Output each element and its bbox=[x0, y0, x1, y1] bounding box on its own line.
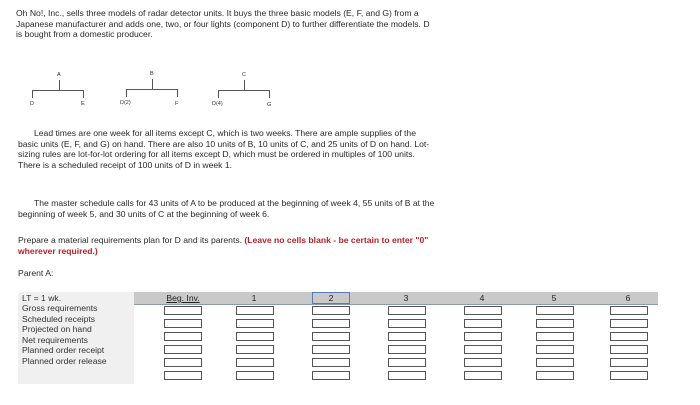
week-input[interactable] bbox=[388, 306, 426, 315]
week-input[interactable] bbox=[236, 319, 274, 328]
tree-leg bbox=[126, 89, 127, 97]
tree-leg bbox=[177, 89, 178, 97]
week-header: 2 bbox=[312, 292, 350, 304]
week-input[interactable] bbox=[610, 371, 648, 380]
row-label: Projected on hand bbox=[22, 324, 92, 334]
beg-inv-input[interactable] bbox=[164, 306, 202, 315]
week-input[interactable] bbox=[536, 306, 574, 315]
row-label: Scheduled receipts bbox=[22, 313, 96, 324]
week-header: 3 bbox=[403, 293, 409, 303]
instructions-text: Prepare a material requirements plan for D and its parents. bbox=[18, 235, 245, 245]
week-input[interactable] bbox=[464, 358, 502, 367]
tree-leg bbox=[218, 90, 219, 98]
instructions-paragraph bbox=[18, 235, 438, 256]
week-input[interactable] bbox=[236, 332, 274, 341]
week-input[interactable] bbox=[388, 332, 426, 341]
tree-leg bbox=[83, 90, 84, 98]
row-label: Net requirements bbox=[22, 334, 88, 345]
week-input[interactable] bbox=[536, 358, 574, 367]
product-structure-tree bbox=[28, 68, 288, 114]
week-input[interactable] bbox=[536, 332, 574, 341]
tree-node-d4: D(4) bbox=[212, 101, 223, 107]
week-input[interactable] bbox=[312, 371, 350, 380]
week-input[interactable] bbox=[388, 345, 426, 354]
week-input[interactable] bbox=[388, 371, 426, 380]
row-label: Planned order release bbox=[22, 355, 107, 366]
master-schedule-paragraph: The master schedule calls for 43 units of A to be produced at the beginning of week 4, 55 units of B at the beginning of week 5, and 30 units of C at the beginning of week 6. bbox=[18, 198, 435, 219]
week-input[interactable] bbox=[464, 306, 502, 315]
week-header: 5 bbox=[551, 293, 557, 303]
tree-node-c: C bbox=[242, 72, 246, 78]
tree-node-d2: D(2) bbox=[120, 100, 131, 106]
tree-stem bbox=[152, 79, 153, 89]
beg-inv-input[interactable] bbox=[164, 345, 202, 354]
week-input[interactable] bbox=[536, 371, 574, 380]
row-label: Planned order receipt bbox=[22, 345, 105, 355]
week-input[interactable] bbox=[464, 371, 502, 380]
week-input[interactable] bbox=[464, 345, 502, 354]
problem-intro: Oh No!, Inc., sells three models of radar detector units. It buys the three basic models (E, F, and G) from a Japanese manufacturer and adds one, two, or four lights (component D) to further differentiate the models. D is bought from a domestic producer. bbox=[16, 8, 430, 40]
tree-node-f: F bbox=[175, 101, 179, 107]
week-input[interactable] bbox=[464, 319, 502, 328]
lead-time-label: LT = 1 wk. bbox=[22, 293, 62, 303]
week-input[interactable] bbox=[312, 332, 350, 341]
week-input[interactable] bbox=[312, 306, 350, 315]
tree-bar bbox=[32, 90, 84, 91]
mrp-table-parent-a bbox=[18, 292, 658, 384]
week-input[interactable] bbox=[610, 345, 648, 354]
week-header: 6 bbox=[625, 293, 631, 303]
tree-leg bbox=[269, 90, 270, 98]
instructions-warning: (Leave no cells blank - be certain to enter "0" wherever required.) bbox=[18, 235, 429, 256]
tree-stem bbox=[59, 80, 60, 90]
week-input[interactable] bbox=[236, 306, 274, 315]
week-input[interactable] bbox=[610, 319, 648, 328]
week-input[interactable] bbox=[536, 319, 574, 328]
week-input[interactable] bbox=[312, 358, 350, 367]
week-input[interactable] bbox=[388, 319, 426, 328]
beg-inv-input[interactable] bbox=[164, 371, 202, 380]
week-input[interactable] bbox=[236, 371, 274, 380]
week-input[interactable] bbox=[236, 358, 274, 367]
week-input[interactable] bbox=[610, 332, 648, 341]
tree-node-d: D bbox=[30, 101, 34, 107]
beg-inv-input[interactable] bbox=[164, 358, 202, 367]
tree-node-e: E bbox=[81, 101, 85, 107]
tree-bar bbox=[218, 90, 270, 91]
beg-inv-input[interactable] bbox=[164, 332, 202, 341]
week-input[interactable] bbox=[236, 345, 274, 354]
week-input[interactable] bbox=[536, 345, 574, 354]
tree-node-g: G bbox=[267, 102, 272, 108]
tree-stem bbox=[244, 80, 245, 90]
week-input[interactable] bbox=[312, 319, 350, 328]
week-input[interactable] bbox=[464, 332, 502, 341]
week-header: 4 bbox=[479, 293, 485, 303]
lead-time-paragraph: Lead times are one week for all items except C, which is two weeks. There are ample supplies of the basic units (E, F, and G) on hand. There are also 10 units of B, 10 units of C, and 25 units of D on hand. Lot-sizing rules are lot-for-lot ordering for all items except D, which must be ordered in multiples of 100 units. There is a scheduled receipt of 100 units of D in week 1. bbox=[18, 128, 430, 170]
tree-leg bbox=[32, 90, 33, 98]
week-input[interactable] bbox=[388, 358, 426, 367]
row-label: Gross requirements bbox=[22, 303, 98, 313]
beg-inv-input[interactable] bbox=[164, 319, 202, 328]
week-input[interactable] bbox=[610, 358, 648, 367]
beg-inv-header: Beg. Inv. bbox=[166, 293, 200, 303]
week-header: 1 bbox=[251, 293, 257, 303]
week-input[interactable] bbox=[312, 345, 350, 354]
tree-node-b: B bbox=[150, 71, 154, 77]
parent-label: Parent A: bbox=[18, 268, 54, 278]
tree-node-a: A bbox=[57, 72, 61, 78]
tree-bar bbox=[126, 89, 178, 90]
week-input[interactable] bbox=[610, 306, 648, 315]
